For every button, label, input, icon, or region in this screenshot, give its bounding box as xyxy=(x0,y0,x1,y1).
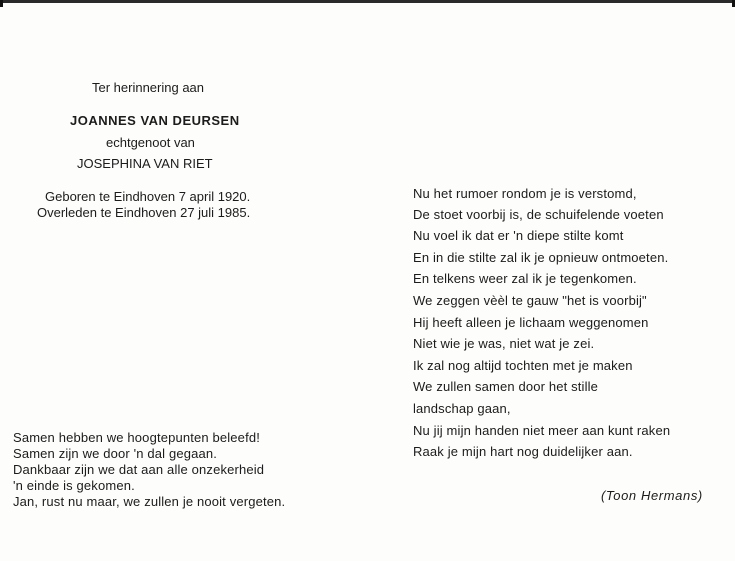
deceased-name: JOANNES VAN DEURSEN xyxy=(70,113,240,128)
relation-text: echtgenoot van xyxy=(106,135,195,150)
poem-line: De stoet voorbij is, de schuifelende voeten xyxy=(413,207,664,222)
poem-line: En in die stilte zal ik je opnieuw ontmoeten. xyxy=(413,250,669,265)
birth-line: Geboren te Eindhoven 7 april 1920. xyxy=(45,189,251,204)
poem-line: En telkens weer zal ik je tegenkomen. xyxy=(413,271,637,286)
verse-line: Samen zijn we door 'n dal gegaan. xyxy=(13,446,218,461)
poem-author: (Toon Hermans) xyxy=(601,488,703,503)
verse-line: Jan, rust nu maar, we zullen je nooit vergeten. xyxy=(13,494,286,509)
death-line: Overleden te Eindhoven 27 juli 1985. xyxy=(37,205,251,220)
verse-line: 'n einde is gekomen. xyxy=(13,478,135,493)
poem-line: Raak je mijn hart nog duidelijker aan. xyxy=(413,444,633,459)
poem-line: Nu voel ik dat er 'n diepe stilte komt xyxy=(413,228,624,243)
spouse-name: JOSEPHINA VAN RIET xyxy=(77,156,213,171)
poem-line: Nu jij mijn handen niet meer aan kunt raken xyxy=(413,423,671,438)
poem-line: Ik zal nog altijd tochten met je maken xyxy=(413,358,633,373)
poem-line: Niet wie je was, niet wat je zei. xyxy=(413,336,595,351)
poem-line: Nu het rumoer rondom je is verstomd, xyxy=(413,186,637,201)
poem-line: We zullen samen door het stille xyxy=(413,379,599,394)
poem-line: landschap gaan, xyxy=(413,401,511,416)
corner-mark-left xyxy=(0,0,3,7)
intro-text: Ter herinnering aan xyxy=(92,80,205,95)
verse-line: Samen hebben we hoogtepunten beleefd! xyxy=(13,430,260,445)
card-top-edge xyxy=(0,0,735,3)
poem-line: Hij heeft alleen je lichaam weggenomen xyxy=(413,315,649,330)
poem-line: We zeggen vèèl te gauw "het is voorbij" xyxy=(413,293,647,308)
verse-line: Dankbaar zijn we dat aan alle onzekerheid xyxy=(13,462,265,477)
